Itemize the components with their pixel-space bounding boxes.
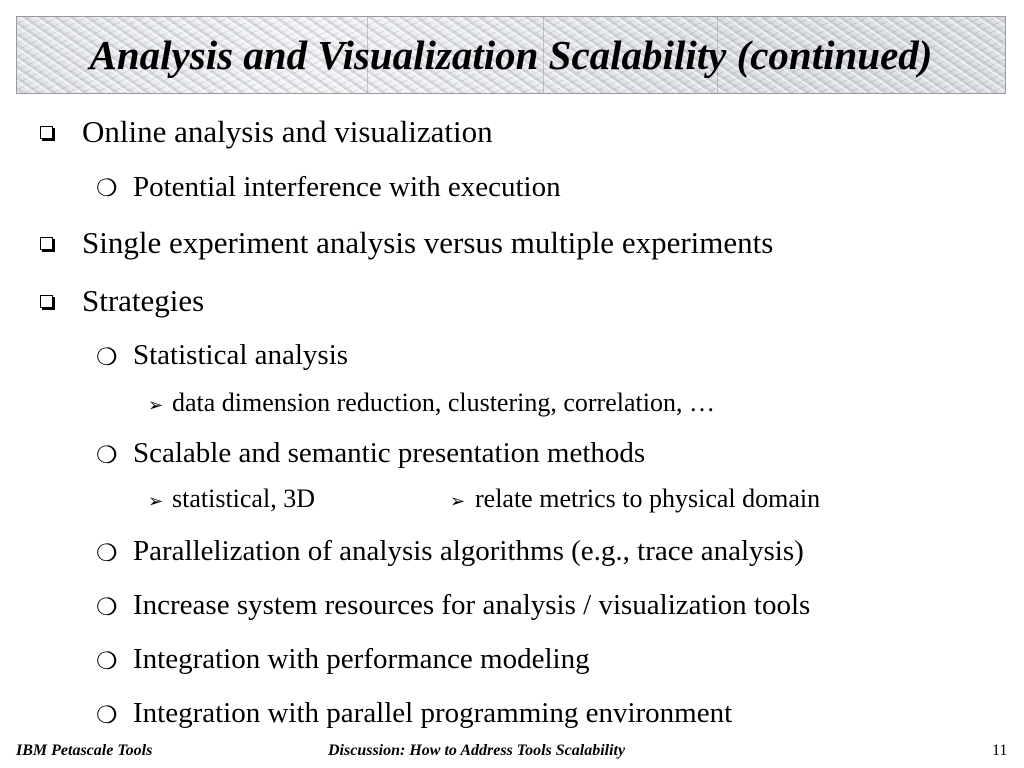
bullet-text: statistical, 3D (172, 484, 315, 513)
circle-bullet-icon: ❍ (96, 443, 118, 469)
square-bullet-icon (40, 126, 53, 139)
footer-left: IBM Petascale Tools (16, 742, 153, 759)
square-bullet-icon (40, 237, 53, 250)
bullet-text: Strategies (82, 283, 205, 318)
bullet-text: Statistical analysis (133, 339, 349, 371)
slide-title: Analysis and Visualization Scalability (continued) (89, 32, 933, 78)
bullet-text: relate metrics to physical domain (475, 484, 821, 513)
circle-bullet-icon: ❍ (96, 649, 118, 675)
bullet-text: Potential interference with execution (133, 171, 561, 203)
circle-bullet-icon: ❍ (96, 703, 118, 729)
slide-title-bar (16, 16, 1006, 94)
bullet-text: Scalable and semantic presentation methods (133, 437, 646, 469)
arrow-bullet-icon: ➢ (148, 395, 164, 415)
circle-bullet-icon: ❍ (96, 176, 118, 202)
arrow-bullet-icon: ➢ (148, 491, 164, 511)
bullet-text: Increase system resources for analysis / visualization tools (133, 589, 811, 621)
square-bullet-icon (40, 295, 53, 308)
bullet-text: data dimension reduction, clustering, correlation, … (172, 388, 715, 417)
bullet-text: Parallelization of analysis algorithms (e.g., trace analysis) (133, 535, 804, 567)
bullet-text: Online analysis and visualization (82, 114, 493, 149)
bullet-text: Single experiment analysis versus multiple experiments (82, 225, 774, 260)
bullet-text: Integration with parallel programming environment (133, 697, 733, 729)
circle-bullet-icon: ❍ (96, 595, 118, 621)
circle-bullet-icon: ❍ (96, 541, 118, 567)
page-number: 11 (992, 742, 1008, 759)
circle-bullet-icon: ❍ (96, 345, 118, 371)
footer-center: Discussion: How to Address Tools Scalability (328, 742, 626, 759)
bullet-text: Integration with performance modeling (133, 643, 590, 675)
arrow-bullet-icon: ➢ (450, 491, 466, 511)
